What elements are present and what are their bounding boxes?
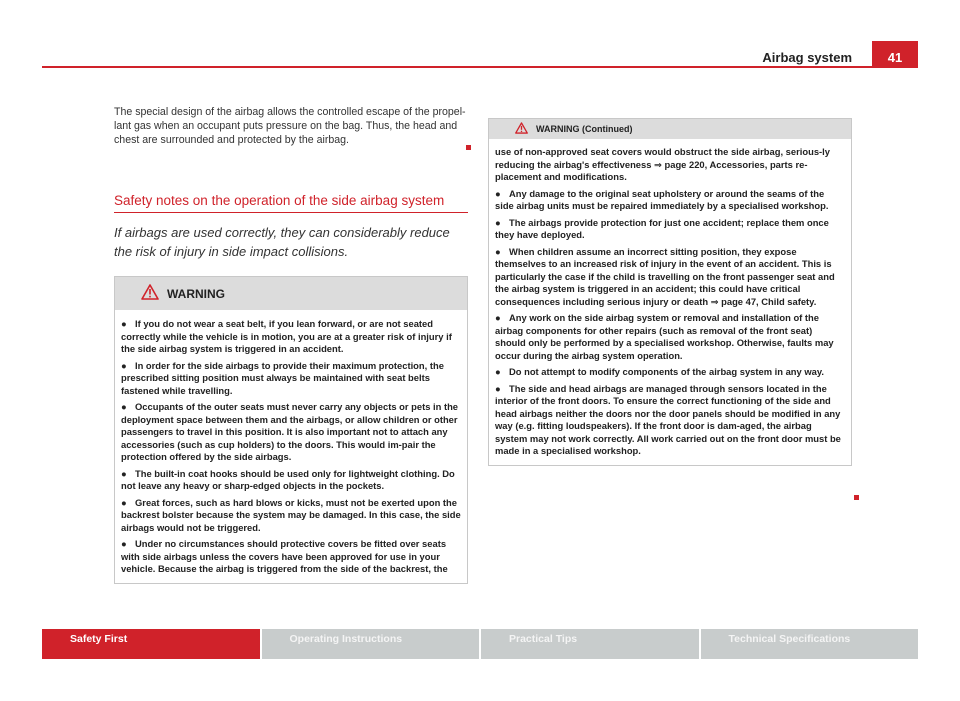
page-number: 41 bbox=[872, 41, 918, 68]
continuation-text: use of non-approved seat covers would obstruct the side airbag, serious-ly reducing the airbag's effectiveness ⇒ page 220, Accessories, parts re-placement and modifications. bbox=[495, 146, 830, 182]
list-item: ● If you do not wear a seat belt, if you lean forward, or are not seated correctly while the vehicle is in motion, you are at a greater risk of injury if the side airbag system is triggered in an accident. bbox=[121, 318, 452, 354]
list-item: ● Do not attempt to modify components of the airbag system in any way. bbox=[495, 366, 824, 377]
intro-paragraph: The special design of the airbag allows the controlled escape of the propel-lant gas when an occupant puts pressure on the bag. Thus, the head and chest are surrounded and protected by the airbag. bbox=[114, 106, 466, 146]
warning-triangle-icon bbox=[515, 122, 528, 136]
list-item: ● Occupants of the outer seats must never carry any objects or pets in the deployment space between them and the airbags, or allow children or other passengers to travel in this position. It is also important not to attach any accessories (such as cup holders) to the doors. This would im-pair the protection offered by the side airbags. bbox=[121, 401, 459, 462]
list-item: ● Under no circumstances should protective covers be fitted over seats with side airbags unless the covers have been approved for use in your vehicle. Because the airbag is triggered from the side of the backrest, the bbox=[121, 538, 448, 574]
footer-tab-technical-specifications[interactable]: Technical Specifications bbox=[701, 629, 919, 659]
list-item: ● The side and head airbags are managed through sensors located in the interior of the front doors. To ensure the correct functioning of the side and head airbags neither the doors nor the door panels should be modified in any way (e.g. fitting loudspeakers). If the front door is dam-aged, the airbag system may not work correctly. All work carried out on the front door must be made in a specialised workshop. bbox=[495, 382, 841, 456]
list-item: ● Great forces, such as hard blows or kicks, must not be exerted upon the backrest bolster because the system may be damaged. In this case, the side airbags would not be triggered. bbox=[121, 496, 461, 533]
end-marker bbox=[466, 145, 471, 150]
left-column bbox=[114, 105, 468, 584]
warning-header bbox=[115, 277, 467, 310]
section-title: Airbag system bbox=[762, 50, 852, 65]
footer-tab-safety-first[interactable]: Safety First bbox=[42, 629, 260, 659]
list-item: ● Any damage to the original seat upholstery or around the seams of the side airbag units must be repaired immediately by a specialised workshop. bbox=[495, 187, 829, 211]
header-rule bbox=[42, 66, 872, 68]
list-item: ● Any work on the side airbag system or removal and installation of the airbag components for other repairs (such as removal of the front seat) should only be performed by a specialised workshop. Otherwise, faults may occur during the airbag system operation. bbox=[495, 312, 834, 361]
right-column bbox=[488, 118, 852, 466]
footer-tab-practical-tips[interactable]: Practical Tips bbox=[481, 629, 699, 659]
footer-tab-operating-instructions[interactable]: Operating Instructions bbox=[262, 629, 480, 659]
warning-body bbox=[115, 310, 467, 583]
warning-box bbox=[114, 276, 468, 584]
list-item: ● When children assume an incorrect sitting position, they expose themselves to an increased risk of injury in the event of an accident. This is particularly the case if the child is travelling on the front passenger seat and the airbag system is triggered in an accident; this could have critical consequences including serious injury or death ⇒ page 47, Child safety. bbox=[495, 245, 835, 307]
warning-box-continued bbox=[488, 118, 852, 466]
footer-nav bbox=[42, 629, 918, 659]
warning-triangle-icon bbox=[141, 284, 159, 303]
list-item: ● The airbags provide protection for just one accident; replace them once they have deployed. bbox=[495, 216, 829, 240]
list-item: ● The built-in coat hooks should be used only for lightweight clothing. Do not leave any heavy or sharp-edged objects in the pockets. bbox=[121, 467, 455, 491]
warning-title-continued: WARNING (Continued) bbox=[536, 124, 633, 134]
section-heading: Safety notes on the operation of the side airbag system bbox=[114, 193, 468, 213]
warning-body-continued bbox=[489, 139, 851, 465]
intro-block bbox=[114, 105, 468, 147]
list-item: ● In order for the side airbags to provide their maximum protection, the prescribed sitting position must always be maintained with seat belts fastened while travelling. bbox=[121, 359, 444, 396]
lead-text: If airbags are used correctly, they can considerably reduce the risk of injury in side impact collisions. bbox=[114, 225, 450, 259]
end-marker bbox=[854, 495, 859, 500]
warning-title: WARNING bbox=[167, 286, 225, 301]
warning-header-continued bbox=[489, 119, 851, 139]
